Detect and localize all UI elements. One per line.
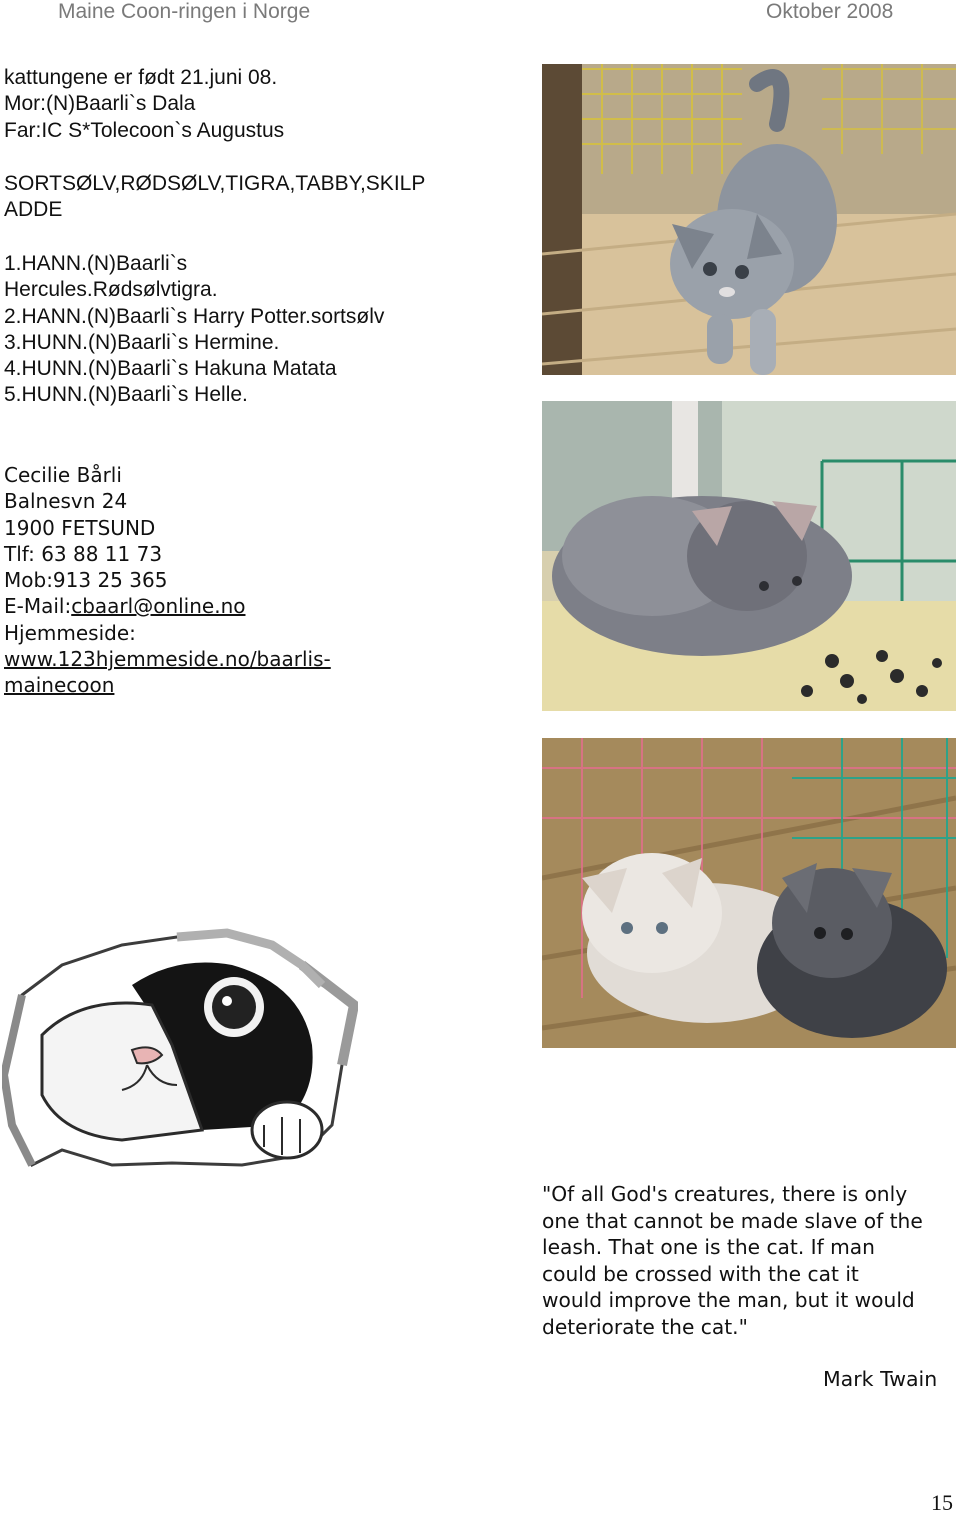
- peeking-cat-illustration: [2, 925, 358, 1177]
- quote-author: Mark Twain: [823, 1367, 938, 1391]
- list-item: 3.HUNN.(N)Baarli`s Hermine.: [4, 330, 280, 354]
- list-item: 4.HUNN.(N)Baarli`s Hakuna Matata: [4, 357, 337, 381]
- mother: Mor:(N)Baarli`s Dala: [4, 92, 196, 116]
- contact-email-row: [4, 593, 331, 619]
- contact-city: 1900 FETSUND: [4, 515, 156, 540]
- quote-line: one that cannot be made slave of the: [542, 1208, 923, 1233]
- contact-block: [4, 462, 331, 699]
- kitten-list: [4, 251, 384, 409]
- quote-line: would improve the man, but it would: [542, 1288, 915, 1313]
- quote-line: deteriorate the cat.": [542, 1314, 748, 1339]
- email-link[interactable]: cbaarl@online.no: [71, 594, 246, 619]
- header-title: Maine Coon-ringen i Norge: [58, 0, 311, 23]
- colors-line-2: ADDE: [4, 198, 63, 222]
- litter-colors: [4, 171, 425, 224]
- kitten-photo-2: [542, 401, 956, 711]
- quote-line: "Of all God's creatures, there is only: [542, 1182, 908, 1206]
- email-label: E-Mail:: [4, 594, 72, 619]
- list-item: 5.HUNN.(N)Baarli`s Helle.: [4, 383, 248, 407]
- header-date: Oktober 2008: [766, 0, 894, 23]
- contact-mobile: Mob:913 25 365: [4, 568, 168, 593]
- born-date: kattungene er født 21.juni 08.: [4, 66, 278, 89]
- homepage-label: Hjemmeside:: [4, 620, 136, 645]
- litter-parents: [4, 65, 284, 144]
- quote: [542, 1181, 960, 1341]
- quote-line: could be crossed with the cat it: [542, 1261, 859, 1286]
- contact-name: Cecilie Bårli: [4, 463, 122, 487]
- list-item: Hercules.Rødsølvtigra.: [4, 278, 218, 302]
- colors-line-1: SORTSØLV,RØDSØLV,TIGRA,TABBY,SKILP: [4, 172, 426, 195]
- page-number: 15: [931, 1490, 953, 1515]
- father: Far:IC S*Tolecoon`s Augustus: [4, 118, 285, 142]
- homepage-link-continued[interactable]: mainecoon: [4, 673, 115, 698]
- list-item: 1.HANN.(N)Baarli`s: [4, 252, 188, 275]
- contact-phone: Tlf: 63 88 11 73: [4, 541, 163, 566]
- list-item: 2.HANN.(N)Baarli`s Harry Potter.sortsølv: [4, 304, 385, 328]
- kitten-photo-3: [542, 738, 956, 1048]
- homepage-link[interactable]: www.123hjemmeside.no/baarlis-: [4, 647, 331, 672]
- quote-line: leash. That one is the cat. If man: [542, 1235, 875, 1260]
- contact-street: Balnesvn 24: [4, 489, 128, 514]
- kitten-photo-1: [542, 64, 956, 375]
